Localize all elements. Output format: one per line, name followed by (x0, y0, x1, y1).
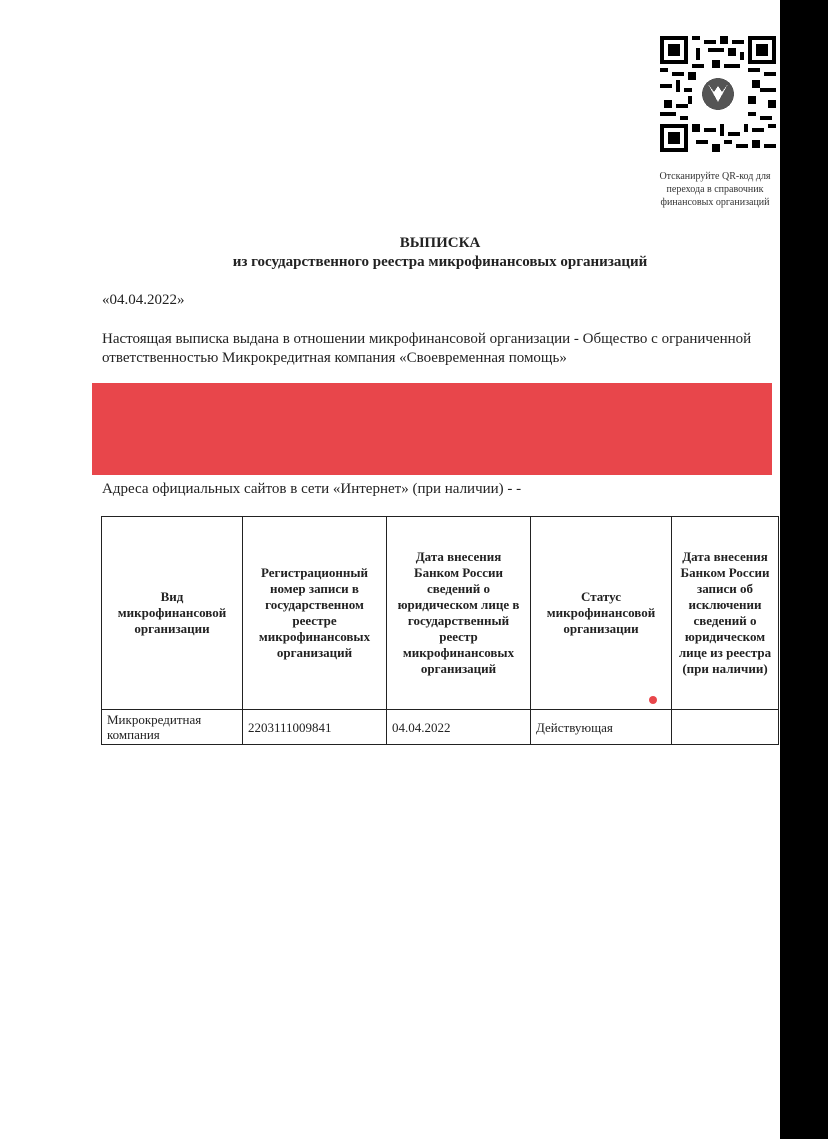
websites-line: Адреса официальных сайтов в сети «Интернет» (при наличии) - - (102, 481, 522, 497)
document-title (0, 234, 780, 272)
cell-reg-number: 2203111009841 (243, 710, 387, 745)
qr-caption: Отсканируйте QR-код для перехода в справочник финансовых организаций (659, 171, 771, 208)
red-dot-marker (649, 696, 657, 704)
header-entry-date: Дата внесения Банком России сведений о юридическом лице в государственный реестр микрофинансовых организаций (387, 517, 531, 710)
table-header-row (102, 517, 779, 710)
cell-type: Микрокредитная компания (102, 710, 243, 745)
cell-exclusion-date (672, 710, 779, 745)
redaction-block (92, 383, 772, 475)
qr-code-icon (660, 36, 776, 152)
header-reg-number: Регистрационный номер записи в государственном реестре микрофинансовых организаций (243, 517, 387, 710)
header-type: Вид микрофинансовой организации (102, 517, 243, 710)
header-status: Статус микрофинансовой организации (531, 517, 672, 710)
cell-entry-date: 04.04.2022 (387, 710, 531, 745)
document-date: «04.04.2022» (102, 292, 185, 308)
registry-table (101, 516, 779, 745)
intro-paragraph: Настоящая выписка выдана в отношении микрофинансовой организации - Общество с ограниченной ответственностью Микрокредитная компания «Своевременная помощь» (102, 331, 752, 366)
table-row (102, 710, 779, 745)
header-exclusion-date: Дата внесения Банком России записи об исключении сведений о юридическом лице из реестра (при наличии) (672, 517, 779, 710)
title-line-1: ВЫПИСКА (399, 235, 481, 251)
title-line-2: из государственного реестра микрофинансовых организаций (232, 254, 648, 270)
cell-status: Действующая (531, 710, 672, 745)
